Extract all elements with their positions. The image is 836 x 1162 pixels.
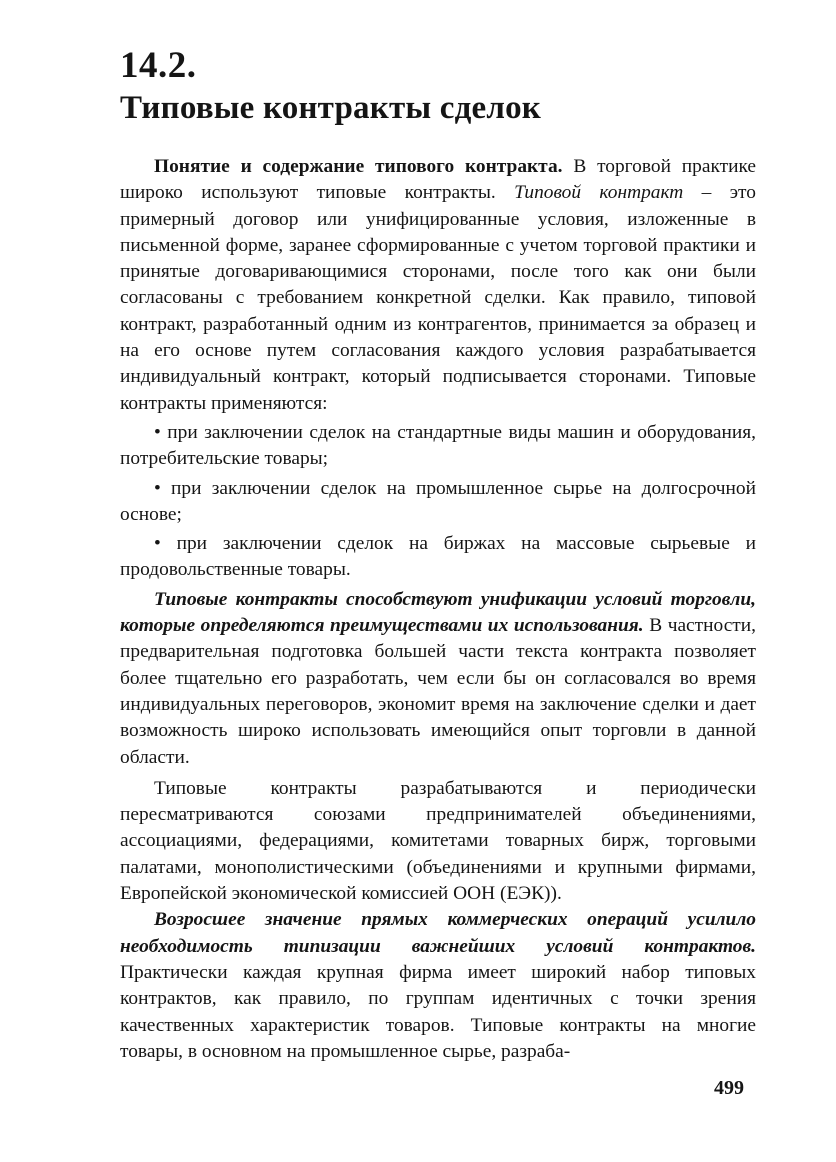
paragraph-lead: Типовые контракты способствуют унификации условий торговли, которые определяются преимуществами их использования. [120, 588, 756, 637]
paragraph-direct-operations [120, 907, 756, 1065]
paragraph-lead: Понятие и содержание типового контракта. [154, 156, 563, 177]
paragraph-text: В частности, предварительная подготовка большей части текста контракта позволяет более тщательно его разработать, чем если бы он согласовался во время индивидуальных переговоров, экономит время на заключение сделки и дает возможность широко использовать имеющийся опыт торговли в данной области. [120, 615, 757, 768]
list-item: • при заключении сделок на промышленное сырье на долгосрочной основе; [120, 477, 756, 525]
section-number: 14.2. [120, 45, 197, 86]
paragraph-text: Типовые контракты разрабатываются и периодически пересматриваются союзами предпринимателей объединениями, ассоциациями, федерациями, комитетами товарных бирж, торговыми палатами, монополистическими (объединениями и крупными фирмами, Европейской экономической комиссией ООН (ЕЭК)). [120, 777, 756, 905]
body-text [120, 154, 756, 1065]
paragraph-typical-contract-definition [120, 154, 756, 417]
paragraph-developers [120, 776, 756, 907]
paragraph-text: Практически каждая крупная фирма имеет широкий набор типовых контрактов, как правило, по группам идентичных с точки зрения качественных характеристик товаров. Типовые контракты на многие товары, в основном на промышленное сырье, разраба- [120, 961, 756, 1062]
paragraph-text: В торговой практике широко используют типовые контракты. [120, 156, 757, 204]
section-title: Типовые контракты сделок [120, 90, 541, 126]
paragraph-lead: Возросшее значение прямых коммерческих операций усилило необходимость типизации важнейших условий контрактов. [120, 909, 756, 957]
paragraph-unification [120, 587, 756, 771]
page-number: 499 [714, 1077, 744, 1099]
application-list [120, 420, 756, 584]
term-typical-contract: Типовой контракт [514, 182, 684, 204]
list-item: • при заключении сделок на стандартные виды машин и оборудования, потребительские товары; [120, 421, 756, 470]
list-item: • при заключении сделок на биржах на массовые сырьевые и продовольственные товары. [120, 533, 756, 581]
paragraph-text: – это примерный договор или унифицированные условия, изложенные в письменной форме, заранее сформированные с учетом торговой практики и принятые договаривающимися сторонами, после того как они были согласованы с требованием конкретной сделки. Как правило, типовой контракт, разработанный одним из контрагентов, принимается за образец и на его основе путем согласования каждого условия разрабатывается индивидуальный контракт, который подписывается сторонами. Типовые контракты применяются: [120, 182, 756, 414]
